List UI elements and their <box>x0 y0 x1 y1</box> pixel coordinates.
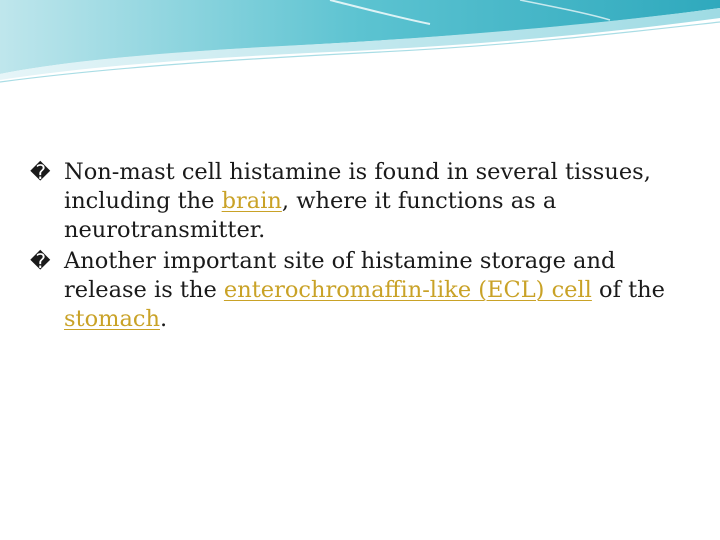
link-stomach[interactable]: stomach <box>64 306 160 332</box>
bullet-icon: � <box>30 160 51 184</box>
slide-content <box>30 158 690 336</box>
header-wave-decoration <box>0 0 720 90</box>
bullet-item <box>30 247 690 334</box>
bullet-icon: � <box>30 249 51 273</box>
bullet-text: Another important site of histamine storage and release is the <box>64 248 616 303</box>
link-brain[interactable]: brain <box>221 188 282 214</box>
bullet-item <box>30 158 690 245</box>
link-ecl-cell[interactable]: enterochromaffin-like (ECL) cell <box>223 277 592 303</box>
bullet-text: , where it functions as a neurotransmitter. <box>64 188 557 243</box>
bullet-text: . <box>159 306 168 332</box>
bullet-text: Non-mast cell histamine is found in several tissues, including the <box>64 159 651 214</box>
bullet-text: of the <box>591 277 665 303</box>
